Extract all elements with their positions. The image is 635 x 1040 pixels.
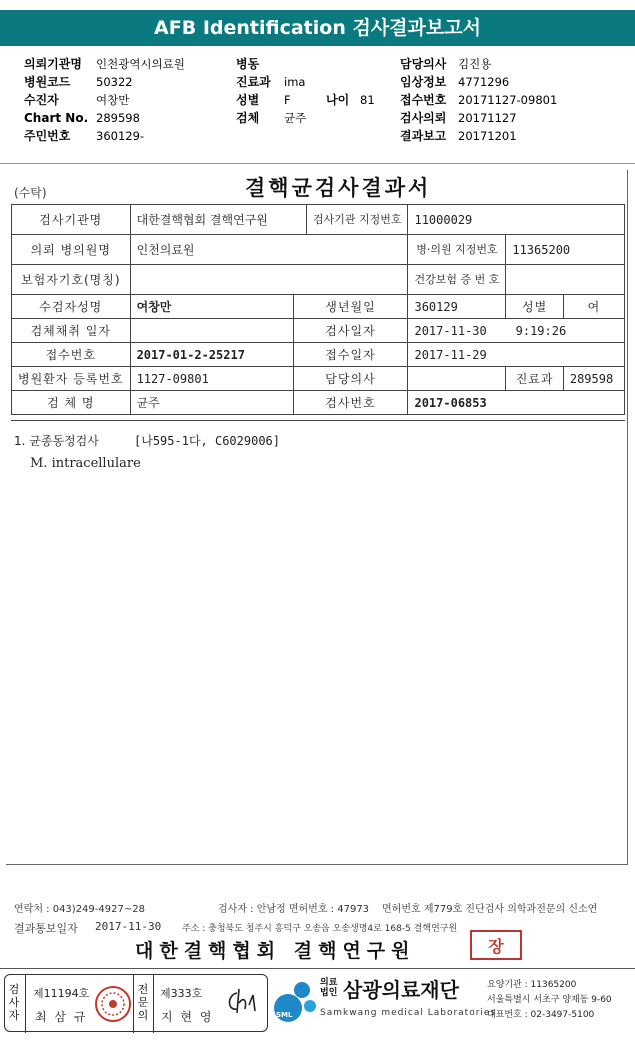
specialist-name: 지 현 영 (161, 1010, 214, 1024)
suttak-label: (수탁) (14, 186, 47, 200)
result-test-code: [나595-1다, C6029006] (134, 434, 281, 448)
tester-number: 제11194호 (33, 987, 90, 1000)
value-receipt-date: 2017-11-29 (408, 343, 625, 367)
sml-info-phone: 대표번호 : 02-3497-5100 (487, 1010, 595, 1020)
tester-seal-icon (94, 985, 132, 1023)
value-dob: 360129 (408, 295, 506, 319)
report-info-table (11, 204, 625, 415)
label-receipt-no: 접수번호 (400, 93, 447, 107)
value-request: 20171127 (458, 111, 517, 125)
value-clinical: 4771296 (458, 75, 510, 89)
label-patient: 수진자 (24, 93, 59, 107)
specialist-signature-icon (223, 985, 263, 1023)
value-hosp-no: 11365200 (506, 235, 625, 265)
label-hosp-code: 병원코드 (24, 75, 71, 89)
document-title: 결핵균검사결과서 (245, 176, 432, 200)
sml-corp-label: 의료 법인 (320, 978, 338, 998)
label-request: 검사의뢰 (400, 111, 447, 125)
value-org: 인천광역시의료원 (96, 57, 185, 71)
header-col3 (400, 55, 557, 145)
bottom-divider (0, 968, 635, 969)
value-patient-name: 여창만 (130, 295, 293, 319)
label-report-sex: 성별 (506, 295, 564, 319)
sml-info-address: 서울특별시 서초구 양재동 9-60 (487, 995, 612, 1005)
value-insurer (130, 265, 408, 295)
footer-report-date: 2017-11-30 (95, 920, 162, 933)
value-dept: ima (284, 75, 306, 89)
label-ward: 병동 (236, 57, 260, 71)
label-test-org-no: 검사기관 지정번호 (306, 205, 408, 235)
label-test-no: 검사번호 (293, 391, 408, 415)
sml-subtitle: Samkwang medical Laboratories (320, 1008, 497, 1018)
sml-badge: SML (276, 1011, 293, 1019)
label-attending: 담당의사 (293, 367, 408, 391)
label-sex: 성별 (236, 93, 260, 107)
label-req-hosp: 의뢰 병의원명 (12, 235, 131, 265)
label-org: 의뢰기관명 (24, 57, 82, 71)
signature-bar (0, 970, 635, 1040)
footer-report-date-label: 결과통보일자 (14, 922, 78, 935)
tester-vertical-label: 검사자 (8, 983, 20, 1022)
label-clinic-dept: 진료과 (506, 367, 564, 391)
footer-address: 주소 : 충청북도 청주시 흥덕구 오송읍 오송생명4로 168-5 결핵연구원 (182, 924, 458, 934)
sign-divider-2 (133, 975, 134, 1033)
sign-divider-3 (153, 975, 154, 1033)
specialist-vertical-label: 전문의 (137, 983, 149, 1022)
label-insurer: 보험자기호(명칭) (12, 265, 131, 295)
label-collect-date: 검체채취 일자 (12, 319, 131, 343)
result-test-name: 1. 균종동정검사 (14, 434, 99, 448)
label-test-org: 검사기관명 (12, 205, 131, 235)
value-resident-no: 360129- (96, 129, 145, 143)
header-col1 (24, 55, 185, 145)
value-age: 81 (360, 93, 375, 107)
value-collect-date (130, 319, 293, 343)
value-clinic-dept: 289598 (563, 367, 624, 391)
signature-box (4, 974, 268, 1032)
sign-divider-1 (25, 975, 26, 1033)
sml-info-code: 요양기관 : 11365200 (487, 980, 577, 990)
value-insurance-no (506, 265, 625, 295)
tester-name: 최 삼 규 (35, 1010, 88, 1024)
value-test-no: 2017-06853 (408, 391, 625, 415)
label-specimen: 검체 (236, 111, 260, 125)
label-receipt-date: 접수일자 (293, 343, 408, 367)
institute-seal: 장 (470, 930, 522, 960)
result-area (11, 420, 625, 865)
value-test-date: 2017-11-30 9:19:26 (408, 319, 625, 343)
banner-title: AFB Identification 검사결과보고서 (154, 17, 481, 39)
value-hosp-code: 50322 (96, 75, 133, 89)
value-attending (408, 367, 506, 391)
label-resident-no: 주민번호 (24, 129, 71, 143)
value-receipt-number: 2017-01-2-25217 (130, 343, 293, 367)
footer-license: 면허번호 제779호 진단검사 의학과전문의 신소연 (382, 904, 598, 915)
value-hosp-reg: 1127-09801 (130, 367, 293, 391)
value-specimen: 균주 (284, 111, 307, 125)
label-patient-name: 수검자성명 (12, 295, 131, 319)
value-report-sex: 여 (563, 295, 624, 319)
specialist-number: 제333호 (160, 987, 203, 1000)
label-clinical: 임상정보 (400, 75, 447, 89)
report-banner (0, 10, 635, 46)
value-req-hosp: 인천의료원 (130, 235, 408, 265)
label-doctor: 담당의사 (400, 57, 447, 71)
label-specimen-name: 검 체 명 (12, 391, 131, 415)
label-hosp-no: 병·의원 지정번호 (408, 235, 506, 265)
label-receipt-number: 접수번호 (12, 343, 131, 367)
value-test-org-no: 11000029 (408, 205, 625, 235)
value-receipt-no: 20171127-09801 (458, 93, 558, 107)
value-specimen-name: 균주 (130, 391, 293, 415)
label-dept: 진료과 (236, 75, 271, 89)
label-result-report: 결과보고 (400, 129, 447, 143)
footer-institute: 대한결핵협회 결핵연구원 (135, 940, 416, 962)
label-test-date: 검사일자 (293, 319, 408, 343)
label-dob: 생년월일 (293, 295, 408, 319)
label-insurance-no: 건강보험 증 번 호 (408, 265, 506, 295)
value-result-report: 20171201 (458, 129, 517, 143)
value-test-org: 대한결핵협회 결핵연구원 (130, 205, 306, 235)
header-divider (0, 163, 635, 164)
sml-info (487, 978, 612, 1023)
label-hosp-reg: 병원환자 등록번호 (12, 367, 131, 391)
value-patient: 여창만 (96, 93, 130, 107)
value-doctor: 김진용 (458, 57, 492, 71)
result-organism: M. intracellulare (30, 456, 141, 471)
footer-tester: 검사자 : 안남정 면허번호 : 47973 (218, 904, 370, 915)
label-age: 나이 (326, 93, 350, 107)
footer-contact: 연락처 : 043)249-4927~28 (14, 904, 145, 915)
value-sex: F (284, 93, 291, 107)
label-chart: Chart No. (24, 111, 89, 125)
sml-name: 삼광의료재단 (343, 978, 459, 1002)
value-chart: 289598 (96, 111, 140, 125)
header-col2 (236, 55, 375, 127)
